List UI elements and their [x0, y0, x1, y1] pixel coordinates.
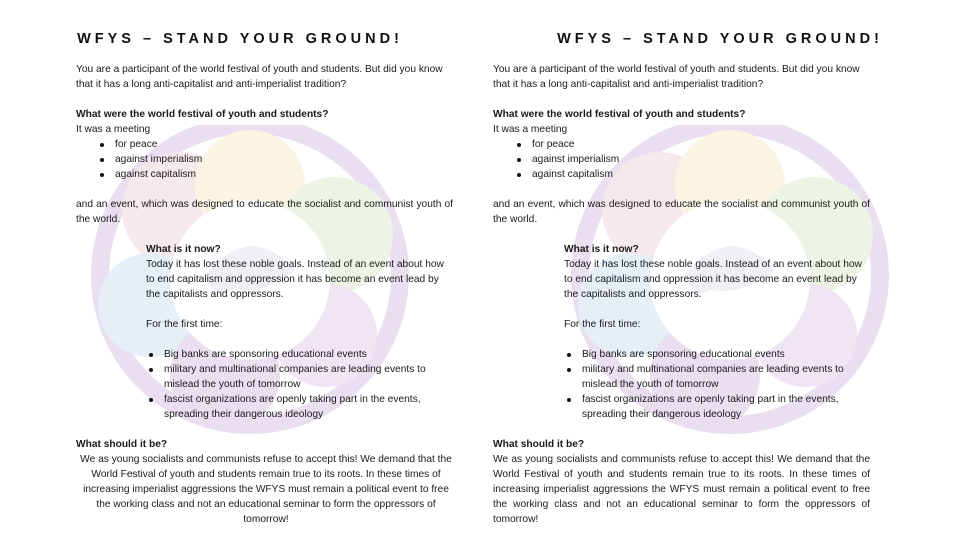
- flyer-page-right: [480, 0, 960, 540]
- first-time-list: [146, 347, 450, 422]
- list-item: for peace: [97, 137, 397, 152]
- now-paragraph: Today it has lost these noble goals. Instead of an event about how to end capitalism and oppression it has become an event lead by the capitalists and oppressors.: [564, 259, 862, 300]
- list-item: Big banks are sponsoring educational events: [564, 347, 868, 362]
- heading-what-should: What should it be?: [493, 439, 585, 450]
- list-item: against imperialism: [514, 152, 814, 167]
- heading-what-were: What were the world festival of youth and students?: [76, 109, 329, 120]
- intro-paragraph: You are a participant of the world festival of youth and students. But did you know that it has a long anti-capitalist and anti-imperialist tradition?: [76, 64, 443, 90]
- demand-paragraph: We as young socialists and communists refuse to accept this! We demand that the World Festival of youth and students remain true to its roots. In these times of increasing imperialist aggressions the WFYS must remain a political event to free the working class and not an educational seminar to form the oppressors of tomorrow!: [80, 454, 452, 525]
- list-item: fascist organizations are openly taking part in the events, spreading their dangerous ideology: [564, 392, 868, 422]
- closing-paragraph: and an event, which was designed to educate the socialist and communist youth of the world.: [493, 199, 870, 225]
- list-item: against capitalism: [97, 167, 397, 182]
- list-item: military and multinational companies are leading events to mislead the youth of tomorrow: [146, 362, 450, 392]
- goals-list: [514, 137, 814, 182]
- flyer-title: WFYS – STAND YOUR GROUND!: [557, 31, 883, 47]
- closing-paragraph: and an event, which was designed to educate the socialist and communist youth of the world.: [76, 199, 453, 225]
- list-item: military and multinational companies are leading events to mislead the youth of tomorrow: [564, 362, 868, 392]
- heading-what-should: What should it be?: [76, 439, 168, 450]
- intro-paragraph: You are a participant of the world festival of youth and students. But did you know that it has a long anti-capitalist and anti-imperialist tradition?: [493, 64, 860, 90]
- goals-list: [97, 137, 397, 182]
- first-time-label: For the first time:: [564, 319, 641, 330]
- flyer-content-right: [480, 0, 960, 540]
- list-item: against imperialism: [97, 152, 397, 167]
- list-item: fascist organizations are openly taking part in the events, spreading their dangerous ideology: [146, 392, 450, 422]
- first-time-label: For the first time:: [146, 319, 223, 330]
- list-item: against capitalism: [514, 167, 814, 182]
- demand-paragraph: We as young socialists and communists refuse to accept this! We demand that the World Festival of youth and students remain true to its roots. In these times of increasing imperialist aggressions the WFYS must remain a political event to free the working class and not an educational seminar to form the oppressors of tomorrow!: [493, 454, 870, 525]
- list-item: for peace: [514, 137, 814, 152]
- list-item: Big banks are sponsoring educational events: [146, 347, 450, 362]
- flyer-title: WFYS – STAND YOUR GROUND!: [77, 31, 403, 47]
- heading-what-were: What were the world festival of youth and students?: [493, 109, 746, 120]
- heading-what-now: What is it now?: [564, 244, 639, 255]
- q1-lead: It was a meeting: [76, 124, 151, 135]
- heading-what-now: What is it now?: [146, 244, 221, 255]
- first-time-list: [564, 347, 868, 422]
- q1-lead: It was a meeting: [493, 124, 568, 135]
- now-paragraph: Today it has lost these noble goals. Instead of an event about how to end capitalism and oppression it has become an event lead by the capitalists and oppressors.: [146, 259, 444, 300]
